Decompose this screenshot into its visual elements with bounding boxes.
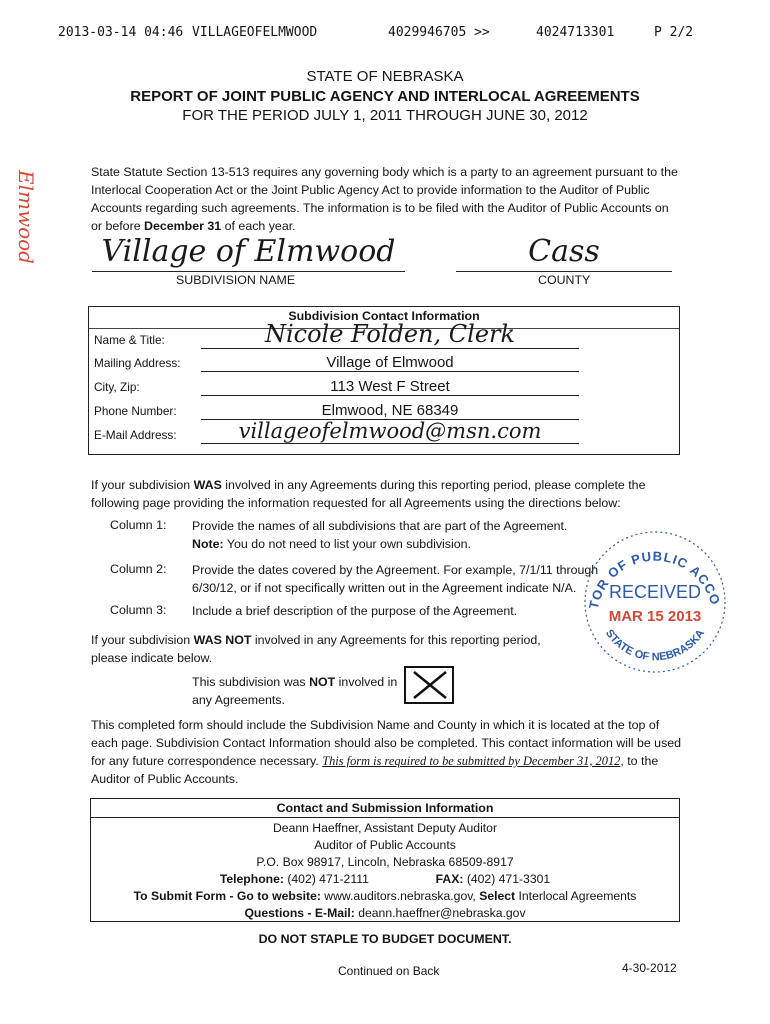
phone-value: Elmwood, NE 68349 (321, 402, 459, 419)
column-2-label: Column 2: (110, 562, 167, 576)
column-1-text (192, 517, 612, 553)
stamp-date: MAR 15 2013 (608, 608, 702, 625)
was-not-suffix: involved in any Agreements for this reporting period, please indicate below. (91, 633, 541, 665)
report-period: FOR THE PERIOD JULY 1, 2011 THROUGH JUNE 30, 2012 (182, 107, 588, 124)
fax-sender: VILLAGEOFELMWOOD (192, 25, 318, 40)
form-date: 4-30-2012 (622, 961, 677, 975)
was-not-paragraph (91, 631, 561, 667)
not-involved-checkbox[interactable] (404, 666, 454, 704)
select-label: Select (479, 889, 516, 903)
contact-info-box (88, 306, 680, 455)
was-not-bold: WAS NOT (193, 633, 252, 647)
completed-text: This completed form should include the Subdivision Name and County in which it is located at the top of each page. Subdivision Contact Information should also be completed. This contact information will be used for any future correspondence necessary. (91, 718, 682, 768)
row-line (201, 443, 579, 444)
submission-name: Deann Haeffner, Assistant Deputy Auditor (272, 821, 498, 835)
fax-from-number: 4029946705 >> (388, 25, 490, 40)
was-not-prefix: If your subdivision (91, 633, 194, 647)
contact-box-title: Subdivision Contact Information (288, 309, 480, 323)
email-value: villageofelmwood@msn.com (238, 419, 542, 443)
row-label: City, Zip: (94, 380, 140, 394)
city-zip-value: 113 West F Street (330, 378, 450, 395)
received-stamp (580, 526, 730, 676)
submit-label: To Submit Form - Go to website: (133, 889, 321, 903)
name-title-value: Nicole Folden, Clerk (264, 320, 516, 348)
submission-questions-line (91, 905, 679, 922)
fax-label: FAX: (435, 872, 464, 886)
contact-row (89, 320, 679, 353)
questions-label: Questions - E-Mail: (244, 906, 355, 920)
completed-deadline: This form is required to be submitted by December 31, 2012 (322, 754, 621, 768)
fax-value: (402) 471-3301 (466, 872, 551, 886)
statute-paragraph (91, 163, 683, 235)
fax-datetime: 2013-03-14 04:46 (58, 25, 184, 40)
column-1-note: You do not need to list your own subdivision. (223, 537, 471, 551)
county-line (456, 271, 672, 272)
state-heading: STATE OF NEBRASKA (306, 68, 464, 85)
submission-website-line (91, 888, 679, 905)
website-link[interactable]: www.auditors.nebraska.gov, (324, 889, 476, 903)
margin-note: Elmwood (14, 170, 38, 264)
not-involved-bold: NOT (309, 675, 336, 689)
fax-page: P 2/2 (654, 25, 694, 40)
row-line (201, 371, 579, 372)
was-bold: WAS (193, 478, 222, 492)
row-line (201, 395, 579, 396)
staple-note: DO NOT STAPLE TO BUDGET DOCUMENT. (258, 932, 512, 946)
was-suffix: involved in any Agreements during this reporting period, please complete the following page providing the information requested for all Agreements using the directions below: (91, 478, 646, 510)
contact-row (89, 419, 679, 448)
submission-info-box (90, 798, 680, 922)
column-1-note-label: Note: (192, 537, 224, 551)
row-label: Name & Title: (94, 333, 165, 347)
column-2-text: Provide the dates covered by the Agreement. For example, 7/1/11 through 6/30/12, or if not specifically written out in the Agreement indicate N/A. (192, 563, 599, 595)
was-involved-paragraph (91, 476, 681, 512)
svg-text:STATE OF NEBRASKA (603, 627, 707, 663)
column-1-desc: Provide the names of all subdivisions that are part of the Agreement. (192, 519, 568, 533)
questions-email[interactable]: deann.haeffner@nebraska.gov (358, 906, 526, 920)
statute-deadline: December 31 (144, 219, 222, 233)
mailing-address-value: Village of Elmwood (326, 354, 454, 371)
telephone-label: Telephone: (219, 872, 284, 886)
stamp-received: RECEIVED (608, 582, 702, 602)
column-3-text: Include a brief description of the purpose of the Agreement. (192, 604, 518, 618)
not-involved-after: involved in any Agreements. (192, 675, 398, 707)
was-prefix: If your subdivision (91, 478, 194, 492)
county-value: Cass (528, 234, 600, 269)
telephone-value: (402) 471-2111 (287, 872, 369, 886)
submission-address: P.O. Box 98917, Lincoln, Nebraska 68509-8917 (256, 855, 514, 869)
statute-text: State Statute Section 13-513 requires any governing body which is a party to an agreement pursuant to the Interlocal Cooperation Act or the Joint Public Agency Act to provide information to the Auditor of Public Accounts regarding such agreements. The information is to be filed with the Auditor of Public Accounts on or before (91, 165, 678, 233)
subdivision-name-value: Village of Elmwood (101, 234, 396, 269)
completed-after: , to the Auditor of Public Accounts. (91, 754, 659, 786)
continued-on-back: Continued on Back (338, 964, 440, 978)
subdivision-name-line (92, 271, 405, 272)
not-involved-before: This subdivision was (192, 675, 310, 689)
not-involved-statement (192, 673, 402, 709)
submission-box-title: Contact and Submission Information (91, 801, 679, 818)
stamp-bottom-text: STATE OF NEBRASKA (602, 627, 708, 664)
county-label: COUNTY (538, 273, 591, 287)
statute-text-end: of each year. (221, 219, 296, 233)
submission-phones (91, 871, 679, 888)
column-3-label: Column 3: (110, 603, 167, 617)
completed-form-paragraph (91, 716, 683, 788)
row-label: Mailing Address: (94, 356, 181, 370)
contact-row (89, 376, 679, 400)
contact-row (89, 352, 679, 376)
report-title: REPORT OF JOINT PUBLIC AGENCY AND INTERLOCAL AGREEMENTS (130, 88, 640, 105)
fax-to-number: 4024713301 (536, 25, 615, 40)
row-label: E-Mail Address: (94, 428, 177, 442)
checkbox-x-mark (406, 668, 452, 702)
row-line (201, 348, 579, 349)
subdivision-name-label: SUBDIVISION NAME (176, 273, 296, 287)
submission-office: Auditor of Public Accounts (314, 838, 456, 852)
select-text: Interlocal Agreements (518, 889, 637, 903)
column-1-label: Column 1: (110, 518, 167, 532)
stamp-top-text: TOR OF PUBLIC ACCO (585, 548, 724, 611)
row-label: Phone Number: (94, 404, 177, 418)
